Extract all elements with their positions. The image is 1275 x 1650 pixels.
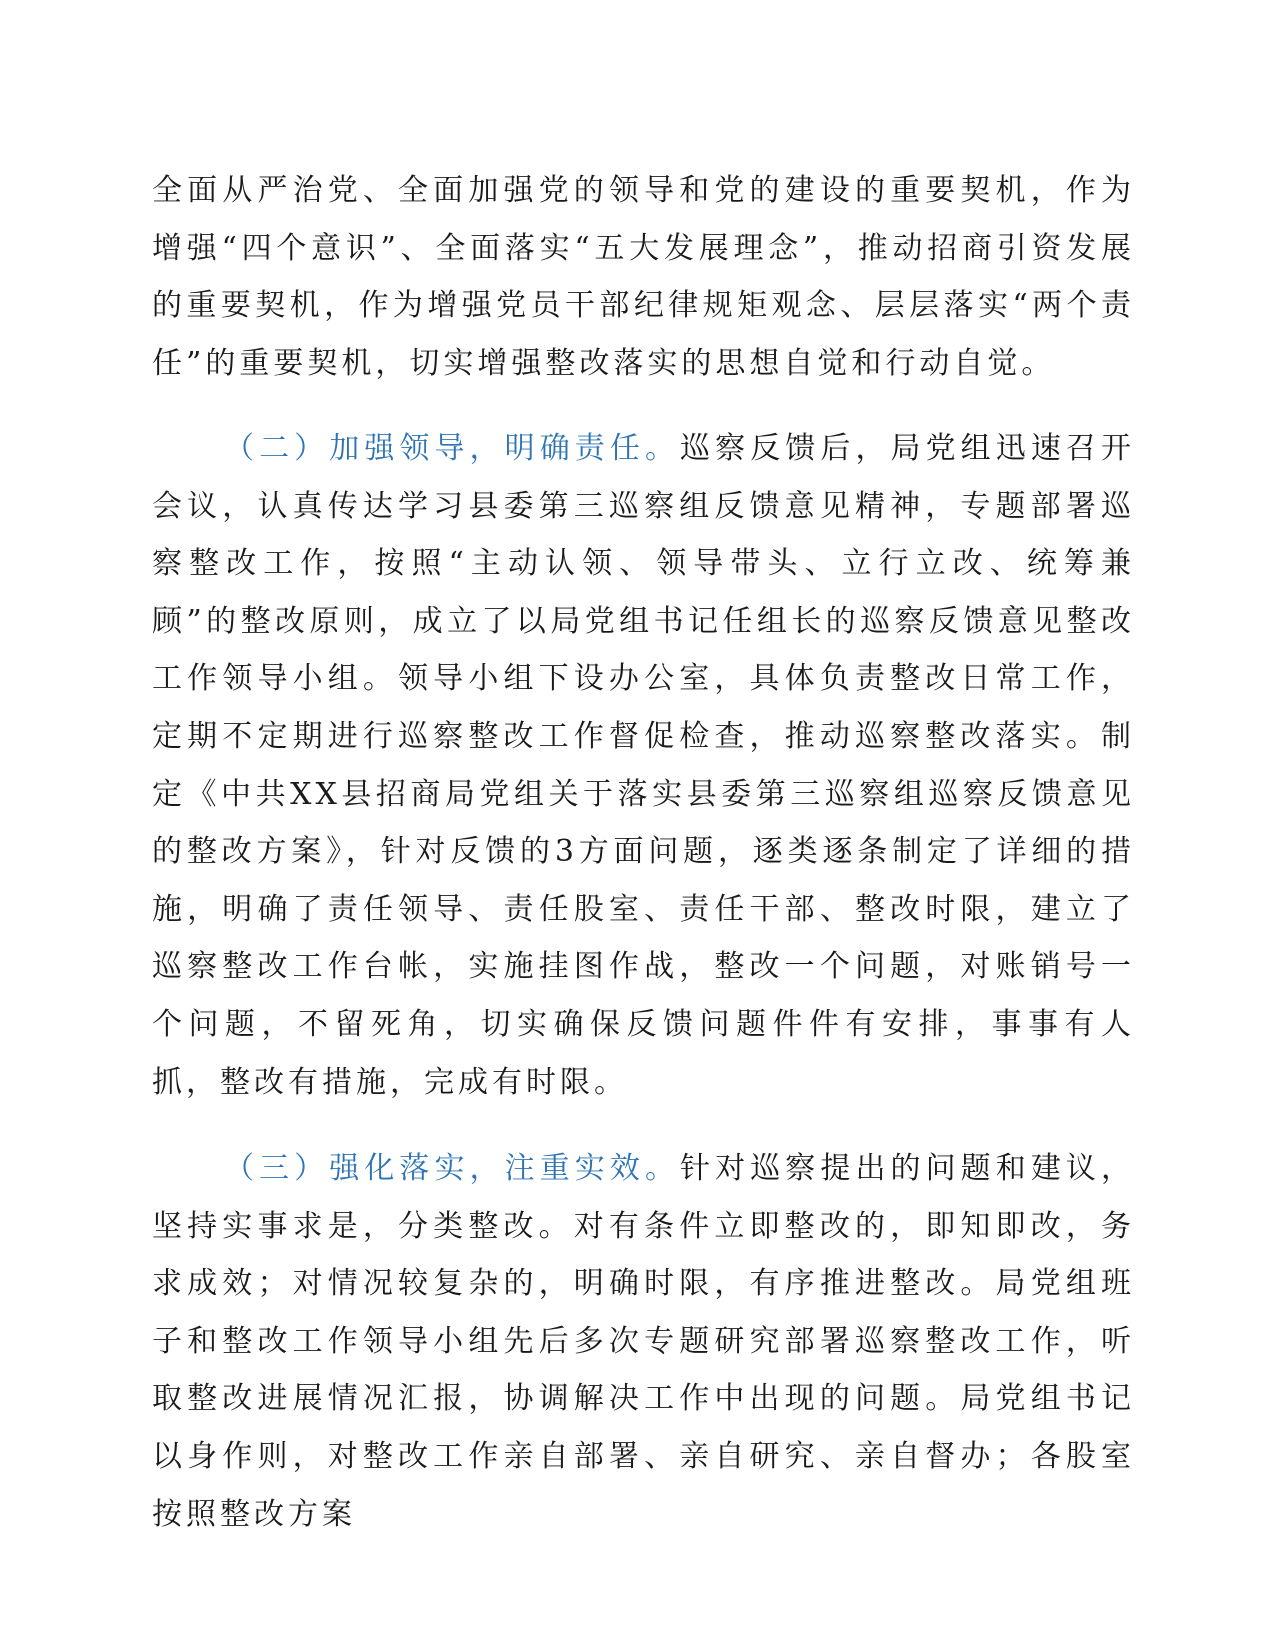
paragraph-body: 全面从严治党、全面加强党的领导和党的建设的重要契机，作为增强“四个意识”、全面落实“五大发展理念”，推动招商引资发展的重要契机，作为增强党员干部纪律规矩观念、层层落实“两个责任”的重要契机，切实增强整改落实的思想自觉和行动自觉。 (152, 173, 1135, 381)
paragraph-body: 针对巡察提出的问题和建议，坚持实事求是，分类整改。对有条件立即整改的，即知即改，务求成效；对情况较复杂的，明确时限，有序推进整改。局党组班子和整改工作领导小组先后多次专题研究部署巡察整改工作，听取整改进展情况汇报，协调解决工作中出现的问题。局党组书记以身作则，对整改工作亲自部署、亲自研究、亲自督办；各股室按照整改方案 (152, 1151, 1136, 1532)
section-heading: （三）强化落实，注重实效。 (224, 1151, 681, 1186)
paragraph-section-2 (152, 420, 1135, 1111)
paragraph-body: 巡察反馈后，局党组迅速召开会议，认真传达学习县委第三巡察组反馈意见精神，专题部署巡察整改工作，按照“主动认领、领导带头、立行立改、统筹兼顾”的整改原则，成立了以局党组书记任组长的巡察反馈意见整改工作领导小组。领导小组下设办公室，具体负责整改日常工作，定期不定期进行巡察整改工作督促检查，推动巡察整改落实。制定《中共XX县招商局党组关于落实县委第三巡察组巡察反馈意见的整改方案》，针对反馈的3方面问题，逐类逐条制定了详细的措施，明确了责任领导、责任股室、责任干部、整改时限，建立了巡察整改工作台帐，实施挂图作战，整改一个问题，对账销号一个问题，不留死角，切实确保反馈问题件件有安排，事事有人抓，整改有措施，完成有时限。 (152, 431, 1136, 1100)
section-heading: （二）加强领导，明确责任。 (224, 431, 681, 466)
paragraph-continuation (152, 162, 1135, 392)
paragraph-section-3 (152, 1140, 1135, 1543)
